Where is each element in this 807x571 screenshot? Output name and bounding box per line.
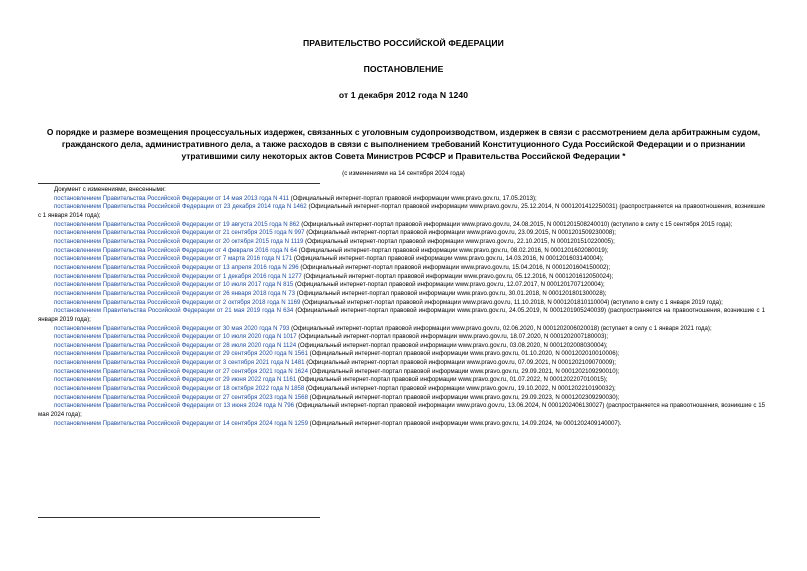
issuer-heading: ПРАВИТЕЛЬСТВО РОССИЙСКОЙ ФЕДЕРАЦИИ [303,38,504,48]
amendment-link[interactable]: постановлением Правительства Российской Федерации от 13 июня 2024 года N 796 [54,402,295,410]
amendment-entry [38,333,765,342]
amendment-details: (Официальный интернет-портал правовой информации www.pravo.gov.ru, 29.09.2023, N 0001202309290030); [307,393,620,401]
amendment-details: (Официальный интернет-портал правовой информации www.pravo.gov.ru, 15.04.2016, N 0001201604150002); [298,263,611,271]
amendment-link[interactable]: постановлением Правительства Российской Федерации от 14 сентября 2024 года N 1259 [54,419,308,427]
amendment-link[interactable]: постановлением Правительства Российской Федерации от 10 июля 2020 года N 1017 [54,333,297,341]
amendment-link[interactable]: постановлением Правительства Российской Федерации от 28 июля 2020 года N 1124 [54,341,297,349]
amendment-link[interactable]: постановлением Правительства Российской Федерации от 10 июля 2017 года N 815 [54,281,294,289]
amendment-link[interactable]: постановлением Правительства Российской Федерации от 30 мая 2020 года N 793 [54,324,290,332]
amendment-details: (Официальный интернет-портал правовой информации www.pravo.gov.ru, 01.07.2022, N 0001202207010015); [296,376,608,384]
amendment-details: (Официальный интернет-портал правовой информации www.pravo.gov.ru, 18.07.2020, N 0001202007180003); [296,333,609,341]
amendment-details: (Официальный интернет-портал правовой информации www.pravo.gov.ru, 24.08.2015, N 0001201508240010) (вступило в силу с 15 сентября 2015 года); [299,220,733,228]
amendment-link[interactable]: постановлением Правительства Российской Федерации от 14 мая 2013 года N 411 [54,194,289,202]
amendment-entry [38,281,765,290]
amendment-entry [38,195,765,204]
amendment-entry [38,290,765,299]
amendment-link[interactable]: постановлением Правительства Российской Федерации от 19 августа 2015 года N 862 [54,220,300,228]
amendment-link[interactable]: постановлением Правительства Российской Федерации от 4 февраля 2016 года N 64 [54,246,298,254]
amendment-details: (Официальный интернет-портал правовой информации www.pravo.gov.ru, 25.12.2014, N 0001201412250031) (распространяется на правоотношения, возникшие с 1 января 2014 года); [38,203,765,219]
amendment-link[interactable]: постановлением Правительства Российской Федерации от 27 сентября 2023 года N 1568 [54,393,308,401]
amendment-details: (Официальный интернет-портал правовой информации www.pravo.gov.ru, 08.02.2016, N 0001201602080019); [297,246,609,254]
amendment-details: (Официальный интернет-портал правовой информации www.pravo.gov.ru, 14.09.2024, № 0001202409140007). [307,419,622,427]
amendment-entry [38,273,765,282]
changes-note: (с изменениями на 14 сентября 2024 года) [342,170,465,177]
document-date-number: от 1 декабря 2012 года N 1240 [338,90,469,100]
amendment-details: (Официальный интернет-портал правовой информации www.pravo.gov.ru, 02.06.2020, N 0001202006020018) (вступает в силу с 1 января 2021 года); [289,324,712,332]
amendment-link[interactable]: постановлением Правительства Российской Федерации от 1 декабря 2016 года N 1277 [54,272,302,280]
amendment-entry [38,203,765,220]
document-type-heading: ПОСТАНОВЛЕНИЕ [363,64,444,74]
document-title: О порядке и размере возмещения процессуальных издержек, связанных с уголовным судопроизводством, издержек в связи с рассмотрением дела арбитражным судом, гражданского дела, административного дела, а также расходов в связи с выполнением требований Конституционного Суда Российской Федерации и о признании утратившими силу некоторых актов Совета Министров РСФСР и Правительства Российской Федерации * [46,127,761,161]
amendment-entry [38,221,765,230]
amendment-link[interactable]: постановлением Правительства Российской Федерации от 26 января 2018 года N 73 [54,289,296,297]
amendment-link[interactable]: постановлением Правительства Российской Федерации от 2 октября 2018 года N 1169 [54,298,301,306]
amendment-entry [38,359,765,368]
amendment-details: (Официальный интернет-портал правовой информации www.pravo.gov.ru, 05.12.2016, N 0001201612050024); [301,272,614,280]
amendment-entry [38,229,765,238]
amendment-link[interactable]: постановлением Правительства Российской Федерации от 29 июня 2022 года N 1161 [54,376,297,384]
amendment-entry [38,299,765,308]
amendment-entry [38,350,765,359]
amendment-link[interactable]: постановлением Правительства Российской Федерации от 7 марта 2016 года N 171 [54,255,293,263]
amendment-details: (Официальный интернет-портал правовой информации www.pravo.gov.ru, 23.09.2015, N 0001201509230008); [304,229,616,237]
amendments-list [38,186,765,428]
amendment-link[interactable]: постановлением Правительства Российской Федерации от 29 сентября 2020 года N 1561 [54,350,308,358]
amendments-entries [38,195,765,429]
amendment-details: (Официальный интернет-портал правовой информации www.pravo.gov.ru, 29.09.2021, N 0001202109290010); [307,367,620,375]
amendment-entry [38,420,765,429]
divider-top [38,183,320,184]
amendment-details: (Официальный интернет-портал правовой информации www.pravo.gov.ru, 24.05.2019, N 0001201905240039) (распространяется на правоотношения, возникшие с 1 января 2019 года); [38,307,765,323]
amendment-link[interactable]: постановлением Правительства Российской Федерации от 21 сентября 2015 года N 997 [54,229,305,237]
amendment-link[interactable]: постановлением Правительства Российской Федерации от 13 апреля 2016 года N 296 [54,263,299,271]
divider-bottom [38,517,320,518]
amendment-details: (Официальный интернет-портал правовой информации www.pravo.gov.ru, 01.10.2020, N 0001202010010006); [307,350,620,358]
amendment-details: (Официальный интернет-портал правовой информации www.pravo.gov.ru, 30.01.2018, N 0001201801300028); [295,289,607,297]
amendment-details: (Официальный интернет-портал правовой информации www.pravo.gov.ru, 22.10.2015, N 0001201510220005); [303,237,615,245]
amendment-link[interactable]: постановлением Правительства Российской Федерации от 20 октября 2015 года N 1119 [54,237,304,245]
amendment-link[interactable]: постановлением Правительства Российской Федерации от 23 декабря 2014 года N 1462 [54,203,307,211]
amendment-details: (Официальный интернет-портал правовой информации www.pravo.gov.ru, 19.10.2022, N 0001202210190032); [304,385,616,393]
amendment-details: (Официальный интернет-портал правовой информации www.pravo.gov.ru, 17.05.2013); [289,194,537,202]
amendments-intro: Документ с изменениями, внесенными: [54,186,166,193]
amendment-entry [38,385,765,394]
amendment-entry [38,307,765,324]
amendment-entry [38,368,765,377]
amendment-link[interactable]: постановлением Правительства Российской Федерации от 27 сентября 2021 года N 1624 [54,367,308,375]
amendment-details: (Официальный интернет-портал правовой информации www.pravo.gov.ru, 12.07.2017, N 0001201707120004); [293,281,605,289]
amendment-entry [38,376,765,385]
amendment-entry [38,402,765,419]
amendment-link[interactable]: постановлением Правительства Российской Федерации от 3 сентября 2021 года N 1481 [54,359,305,367]
amendment-link[interactable]: постановлением Правительства Российской Федерации от 21 мая 2019 года N 634 [54,307,294,315]
amendment-details: (Официальный интернет-портал правовой информации www.pravo.gov.ru, 03.08.2020, N 0001202008030004); [296,341,608,349]
amendment-details: (Официальный интернет-портал правовой информации www.pravo.gov.ru, 13.06.2024, N 0001202406130027) (распространяется на правоотношения, возникшие с 15 мая 2024 года); [38,402,765,419]
amendment-details: (Официальный интернет-портал правовой информации www.pravo.gov.ru, 14.03.2016, N 0001201603140004); [292,255,604,263]
amendment-entry [38,238,765,247]
amendment-entry [38,342,765,351]
amendment-entry [38,247,765,256]
amendment-entry [38,264,765,273]
amendment-entry [38,325,765,334]
amendment-entry [38,394,765,403]
amendment-entry [38,255,765,264]
amendment-link[interactable]: постановлением Правительства Российской Федерации от 18 октября 2022 года N 1858 [54,385,305,393]
amendment-details: (Официальный интернет-портал правовой информации www.pravo.gov.ru, 11.10.2018, N 0001201810110004) (вступило в силу с 1 января 2019 года); [300,298,723,306]
amendment-details: (Официальный интернет-портал правовой информации www.pravo.gov.ru, 07.09.2021, N 0001202109070009); [304,359,616,367]
